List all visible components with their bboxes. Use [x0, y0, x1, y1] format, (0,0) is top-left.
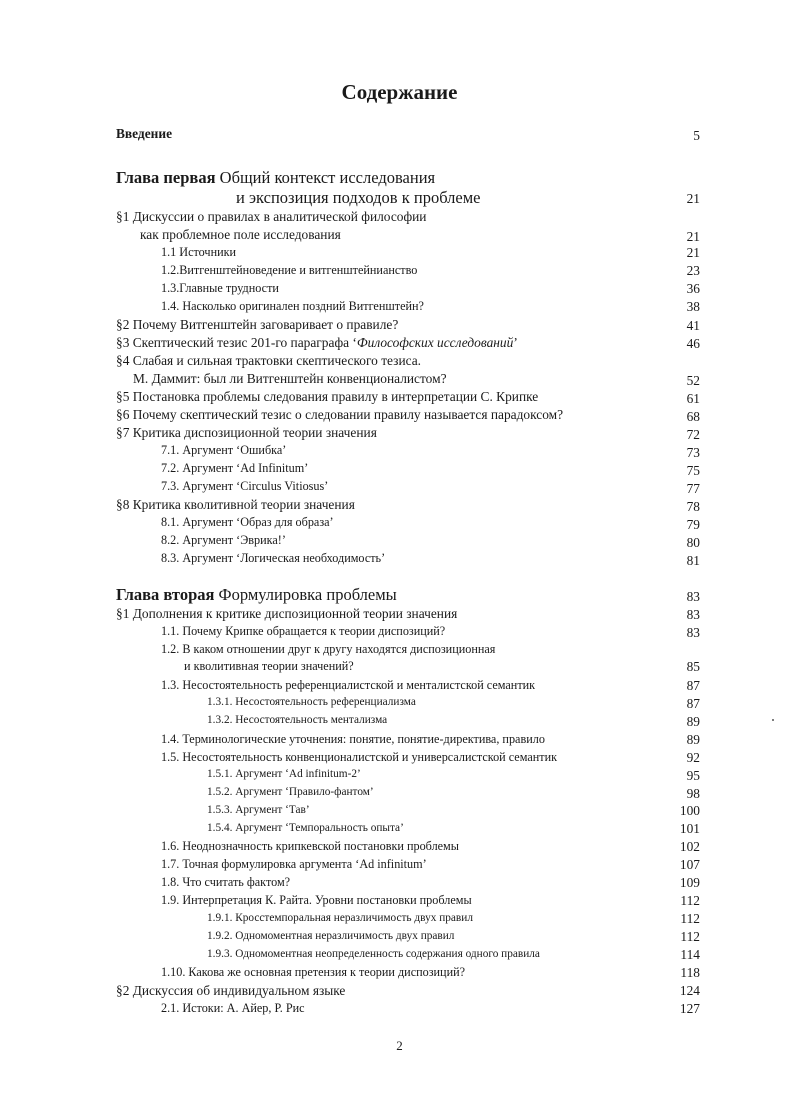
toc-entry-s7: §7 Критика диспозиционной теории значения: [116, 425, 377, 440]
toc-entry-s1-1: 1.1 Источники: [161, 245, 237, 259]
s3-text: §3 Скептический тезис 201-го параграфа ‘: [116, 335, 357, 350]
toc-entry-s5: §5 Постановка проблемы следования правилу в интерпретации С. Крипке: [116, 389, 539, 404]
toc-entry-c2s1-7: 1.7. Точная формулировка аргумента ‘Ad infinitum’: [161, 857, 427, 871]
toc-page-s8-1: 79: [686, 517, 700, 532]
toc-entry-c2s1-9: 1.9. Интерпретация К. Райта. Уровни постановки проблемы: [161, 893, 472, 907]
toc-entry-s1: §1 Дискуссии о правилах в аналитической философии: [116, 209, 427, 224]
toc-page-s1-4: 38: [686, 299, 700, 314]
toc-entry-c2s1-3-1: 1.3.1. Несостоятельность референциализма: [207, 696, 416, 708]
toc-entry-s8-3: 8.3. Аргумент ‘Логическая необходимость’: [161, 551, 386, 565]
toc-page-s5: 61: [686, 391, 700, 406]
toc-entry-c2s1-9-1: 1.9.1. Кросстемпоральная неразличимость двух правил: [207, 912, 473, 924]
chapter-2-title: Формулировка проблемы: [214, 585, 397, 604]
toc-entry-c2s1-5-3: 1.5.3. Аргумент ‘Тав’: [207, 804, 310, 816]
toc-entry-s2: §2 Почему Витгенштейн заговаривает о правиле?: [116, 317, 399, 332]
page-number: 2: [396, 1038, 403, 1053]
toc-entry-c2s1-3-2: 1.3.2. Несостоятельность ментализма: [207, 714, 388, 726]
toc-page-c2s1-7: 107: [679, 857, 700, 872]
toc-page-c2s1-5-2: 98: [686, 786, 700, 801]
toc-entry-c2s1-6: 1.6. Неоднозначность крипкевской постановки проблемы: [161, 839, 459, 853]
chapter-2-prefix: Глава вторая: [116, 585, 215, 604]
toc-entry-s7-1: 7.1. Аргумент ‘Ошибка’: [161, 443, 287, 457]
scan-speck: [772, 719, 774, 721]
toc-entry-c2s1-9-2: 1.9.2. Одномоментная неразличимость двух правил: [207, 930, 455, 942]
toc-page-s1-1: 21: [686, 245, 700, 260]
toc-page-s4: 52: [686, 373, 700, 388]
toc-entry-s7-2: 7.2. Аргумент ‘Ad Infinitum’: [161, 461, 309, 475]
toc-page-c2s1-5: 92: [686, 750, 700, 765]
toc-page-intro: 5: [693, 128, 700, 143]
toc-page-s1-3: 36: [686, 281, 700, 296]
toc-page-c2s2-1: 127: [679, 1001, 700, 1016]
toc-chapter-1-cont: и экспозиция подходов к проблеме: [236, 188, 481, 207]
toc-page-s7-2: 75: [686, 463, 700, 478]
toc-entry-c2s1: §1 Дополнения к критике диспозиционной теории значения: [116, 606, 458, 621]
toc-page-c2s1-3-1: 87: [686, 696, 700, 711]
toc-page-s7: 72: [686, 427, 700, 442]
toc-page-c2s1: 83: [686, 607, 700, 622]
toc-page-c2s1-9-3: 114: [680, 947, 700, 962]
toc-page-c2s1-6: 102: [679, 839, 700, 854]
toc-entry-c2s1-5-2: 1.5.2. Аргумент ‘Правило-фантом’: [207, 786, 374, 798]
toc-page-c2s1-9-2: 112: [680, 929, 700, 944]
toc-entry-s1-3: 1.3.Главные трудности: [161, 281, 279, 295]
toc-page-c2s1-3: 87: [686, 678, 700, 693]
toc-entry-s8-1: 8.1. Аргумент ‘Образ для образа’: [161, 515, 334, 529]
toc-page-s7-1: 73: [686, 445, 700, 460]
toc-entry-s6: §6 Почему скептический тезис о следовании правилу называется парадоксом?: [116, 407, 564, 422]
page-title: Содержание: [341, 80, 458, 104]
toc-page-s6: 68: [686, 409, 700, 424]
toc-page-c2s1-8: 109: [679, 875, 700, 890]
toc-entry-c2s1-10: 1.10. Какова же основная претензия к теории диспозиций?: [161, 965, 466, 979]
chapter-1-prefix: Глава первая: [116, 168, 216, 187]
toc-chapter-2: [116, 587, 397, 604]
toc-page-ch1: 21: [686, 191, 700, 206]
toc-entry-c2s2-1: 2.1. Истоки: А. Айер, Р. Рис: [161, 1001, 305, 1015]
toc-page-s8-2: 80: [686, 535, 700, 550]
toc-chapter-1: [116, 170, 435, 187]
toc-page-c2s1-5-3: 100: [679, 803, 700, 818]
toc-entry-intro: Введение: [116, 126, 173, 141]
toc-entry-c2s1-5-1: 1.5.1. Аргумент ‘Ad infinitum-2’: [207, 768, 361, 780]
toc-page-c2s1-3-2: 89: [686, 714, 700, 729]
toc-page-s8: 78: [686, 499, 700, 514]
toc-entry-c2s1-4: 1.4. Терминологические уточнения: понятие, понятие-директива, правило: [161, 732, 545, 746]
toc-entry-c2s1-2: 1.2. В каком отношении друг к другу находятся диспозиционная: [161, 642, 496, 656]
toc-page-c2s1-9: 112: [680, 893, 700, 908]
toc-page-s1: 21: [686, 229, 700, 244]
toc-entry-c2s1-1: 1.1. Почему Крипке обращается к теории диспозиций?: [161, 624, 446, 638]
toc-page-c2s1-10: 118: [680, 965, 700, 980]
toc-page-c2s1-5-1: 95: [686, 768, 700, 783]
toc-entry-s4: §4 Слабая и сильная трактовки скептического тезиса.: [116, 353, 422, 368]
toc-entry-c2s1-3: 1.3. Несостоятельность референциалистской и менталистской семантик: [161, 678, 536, 692]
toc-entry-s8: §8 Критика кволитивной теории значения: [116, 497, 355, 512]
toc-entry-s4-cont: М. Даммит: был ли Витгенштейн конвенционалистом?: [133, 371, 447, 386]
toc-entry-s7-3: 7.3. Аргумент ‘Circulus Vitiosus’: [161, 479, 329, 493]
toc-entry-c2s1-9-3: 1.9.3. Одномоментная неопределенность содержания одного правила: [207, 948, 540, 960]
toc-page-s3: 46: [686, 336, 700, 351]
toc-entry-s3: [116, 336, 518, 349]
toc-page-c2s1-4: 89: [686, 732, 700, 747]
toc-entry-c2s1-5-4: 1.5.4. Аргумент ‘Темпоральность опыта’: [207, 822, 404, 834]
toc-page-s2: 41: [686, 318, 700, 333]
toc-entry-s1-4: 1.4. Насколько оригинален поздний Витгенштейн?: [161, 299, 424, 313]
toc-entry-s1-2: 1.2.Витгенштейноведение и витгенштейнианство: [161, 263, 418, 277]
toc-entry-s1-cont: как проблемное поле исследования: [140, 227, 341, 242]
toc-entry-c2s2: §2 Дискуссия об индивидуальном языке: [116, 983, 346, 998]
toc-entry-c2s1-5: 1.5. Несостоятельность конвенционалистской и универсалистской семантик: [161, 750, 558, 764]
toc-page-s1-2: 23: [686, 263, 700, 278]
toc-entry-c2s1-2-cont: и кволитивная теории значений?: [184, 659, 354, 673]
s3-end: ’: [513, 335, 518, 350]
toc-entry-c2s1-8: 1.8. Что считать фактом?: [161, 875, 291, 889]
toc-page-c2s1-1: 83: [686, 625, 700, 640]
toc-entry-s8-2: 8.2. Аргумент ‘Эврика!’: [161, 533, 286, 547]
toc-page-s7-3: 77: [686, 481, 700, 496]
toc-page-s8-3: 81: [686, 553, 700, 568]
toc-page-c2s2: 124: [679, 983, 700, 998]
toc-page-ch2: 83: [686, 589, 700, 604]
toc-page-c2s1-2: 85: [686, 659, 700, 674]
toc-page-c2s1-5-4: 101: [679, 821, 700, 836]
s3-italic-title: Философских исследований: [356, 335, 514, 350]
chapter-1-title: Общий контекст исследования: [215, 168, 436, 187]
toc-page-c2s1-9-1: 112: [680, 911, 700, 926]
